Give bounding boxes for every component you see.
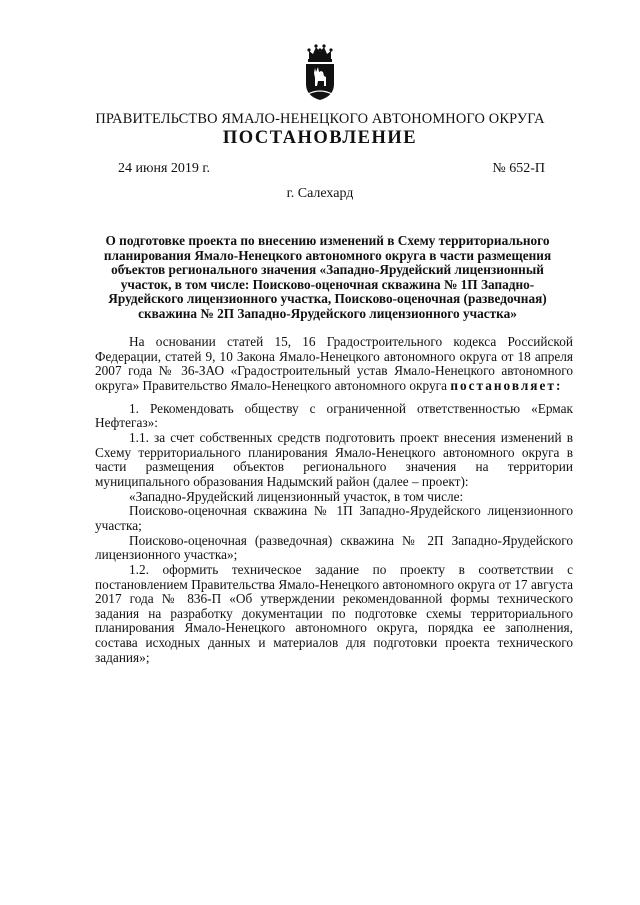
document-number: № 652-П xyxy=(492,161,545,176)
paragraph-1-2: 1.2. оформить техническое задание по проекту в соответствии с постановлением Правительства Ямало-Ненецкого автономного округа от 17 августа 2017 года № 836-П «Об утверждении рекомендованной формы технического задания на разработку документации по подготовке схемы территориального планирования Ямало-Ненецкого автономного округа, порядка ее заполнения, состава исходных данных и материалов для подготовки проекта технического задания»; xyxy=(95,561,573,665)
document-date: 24 июня 2019 г. xyxy=(118,161,211,176)
document-body xyxy=(95,335,573,665)
paragraph-1-1-a: «Западно-Ярудейский лицензионный участок, в том числе: xyxy=(129,488,464,504)
paragraph-1-1: 1.1. за счет собственных средств подготовить проект внесения изменений в Схему территориального планирования Ямало-Ненецкого автономного округа в части размещения объектов регионального значения на территории муниципального образования Надымский район (далее – проект): xyxy=(95,429,573,489)
coat-of-arms-icon xyxy=(300,42,340,102)
preamble-text: На основании статей 15, 16 Градостроительного кодекса Российской Федерации, статей 9, 10 Закона Ямало-Ненецкого автономного округа от 18 апреля 2007 года № 36-ЗАО «Градостроительный устав Ямало-Ненецкого автономного округа» Правительство Ямало-Ненецкого автономного округа xyxy=(95,334,573,393)
resolves-word: постановляет: xyxy=(450,377,563,393)
paragraph-1-1-c: Поисково-оценочная (разведочная) скважина № 2П Западно-Ярудейского лицензионного участка»; xyxy=(95,532,573,563)
document-subject: О подготовке проекта по внесению изменений в Схему территориального планирования Ямало-Ненецкого автономного округа в части размещения объектов регионального значения «Западно-Ярудейский лицензионный участок, в том числе: Поисково-оценочная скважина № 1П Западно-Ярудейского лицензионного участка, Поисково-оценочная (разведочная) скважина № 2П Западно-Ярудейского лицензионного участка» xyxy=(103,233,552,321)
paragraph-1-1-b: Поисково-оценочная скважина № 1П Западно-Ярудейского лицензионного участка; xyxy=(95,503,573,533)
paragraph-1: 1. Рекомендовать обществу с ограниченной ответственностью «Ермак Нефтегаз»: xyxy=(95,400,573,431)
document-type-title: ПОСТАНОВЛЕНИЕ xyxy=(222,128,418,148)
government-name: ПРАВИТЕЛЬСТВО ЯМАЛО-НЕНЕЦКОГО АВТОНОМНОГО ОКРУГА xyxy=(95,111,545,127)
preamble-paragraph xyxy=(95,335,573,394)
document-city: г. Салехард xyxy=(286,186,354,201)
